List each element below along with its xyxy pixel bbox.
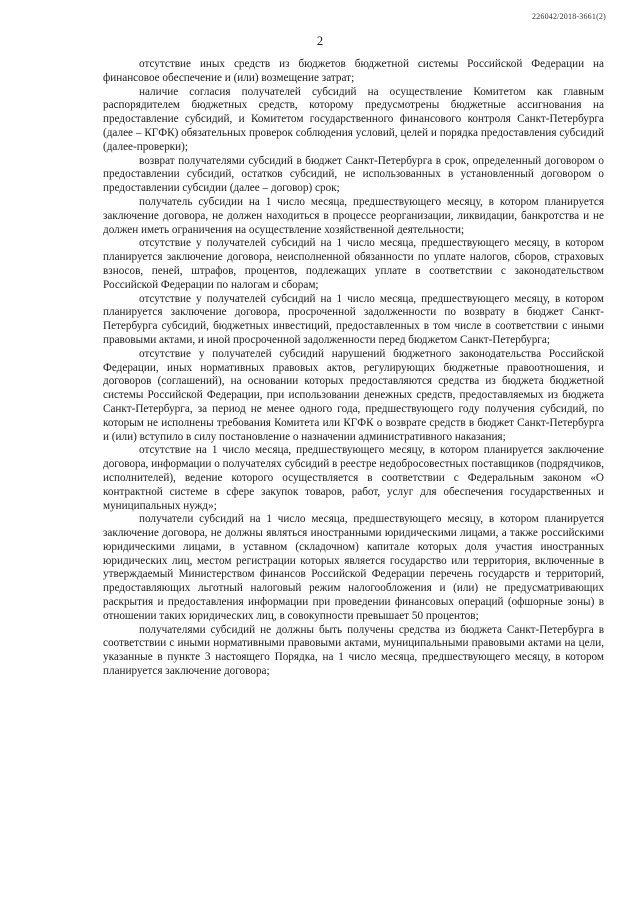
paragraph-no-reorganization: получатель субсидии на 1 число месяца, предшествующего месяцу, в котором планируется заключение договора, не должен находиться в процессе реорганизации, ликвидации, банкротства и не должен иметь ограничения на осуществление хозяйственной деятельности; — [103, 195, 604, 236]
paragraph-return-of-balances: возврат получателями субсидий в бюджет Санкт-Петербурга в срок, определенный договором о предоставлении субсидий, остатков субсидий, не использованных в установленный договором о предоставлении субсидии (далее – договор) срок; — [103, 154, 604, 195]
paragraph-no-overdue-debt: отсутствие у получателей субсидий на 1 число месяца, предшествующего месяцу, в котором планируется заключение договора, просроченной задолженности по возврату в бюджет Санкт-Петербурга субсидий, бюджетных инвестиций, предоставленных в том числе в соответствии с иными правовыми актами, и иной просроченной задолженности перед бюджетом Санкт-Петербурга; — [103, 292, 604, 346]
paragraph-no-other-budget-funds: получателями субсидий не должны быть получены средства из бюджета Санкт-Петербурга в соответствии с иными нормативными правовыми актами, муниципальными правовыми актами на цели, указанные в пункте 3 настоящего Порядка, на 1 число месяца, предшествующего месяцу, в котором планируется заключение договора; — [103, 623, 604, 678]
paragraph-consent-to-inspections: наличие согласия получателей субсидий на осуществление Комитетом как главным распорядителем бюджетных средств, которому предусмотрены бюджетные ассигнования на предоставление субсидий, и Комитетом государственного финансового контроля Санкт-Петербурга (далее – КГФК) обязательных проверок соблюдения условий, целей и порядка предоставления субсидий (далее-проверки); — [103, 85, 604, 153]
paragraph-no-budget-violations: отсутствие у получателей субсидий нарушений бюджетного законодательства Российской Федерации, иных нормативных правовых актов, регулирующих бюджетные правоотношения, и договоров (соглашений), на основании которых предоставляются средства из бюджета бюджетной системы Российской Федерации, при использовании денежных средств, предоставляемых из бюджета Санкт-Петербурга, за период не менее одного года, предшествующего году получения субсидий, по которым не исполнены требования Комитета или КГФК о возврате средств в бюджет Санкт-Петербурга и (или) вступило в силу постановление о назначении административного наказания; — [103, 347, 604, 443]
paragraph-not-in-unfair-suppliers-registry: отсутствие на 1 число месяца, предшествующего месяцу, в котором планируется заключение договора, информации о получателях субсидий в реестре недобросовестных поставщиков (подрядчиков, исполнителей), ведение которого осуществляется в соответствии с Федеральным законом «О контрактной системе в сфере закупок товаров, работ, услуг для обеспечения государственных и муниципальных нужд»; — [103, 444, 604, 512]
paragraph-no-other-funds: отсутствие иных средств из бюджетов бюджетной системы Российской Федерации на финансовое обеспечение и (или) возмещение затрат; — [103, 58, 604, 84]
paragraph-not-foreign-entity: получатели субсидий на 1 число месяца, предшествующего месяцу, в котором планируется заключение договора, не должны являться иностранными юридическими лицами, а также российскими юридическими лицами, в уставном (складочном) капитале которых доля участия иностранных юридических лиц, местом регистрации которых является государство или территория, включенные в утверждаемый Министерством финансов Российской Федерации перечень государств и территорий, предоставляющих льготный налоговый режим налогообложения и (или) не предусматривающих раскрытия и предоставления информации при проведении финансовых операций (офшорные зоны) в отношении таких юридических лиц, в совокупности превышает 50 процентов; — [103, 513, 604, 622]
document-registration-number: 226042/2018-3661(2) — [531, 12, 606, 21]
document-body — [103, 58, 604, 679]
page-number: 2 — [316, 34, 324, 48]
paragraph-no-tax-arrears: отсутствие у получателей субсидий на 1 число месяца, предшествующего месяцу, в котором планируется заключение договора, неисполненной обязанности по уплате налогов, сборов, страховых взносов, пеней, штрафов, процентов, подлежащих уплате в соответствии с законодательством Российской Федерации по налогам и сборам; — [103, 237, 604, 291]
